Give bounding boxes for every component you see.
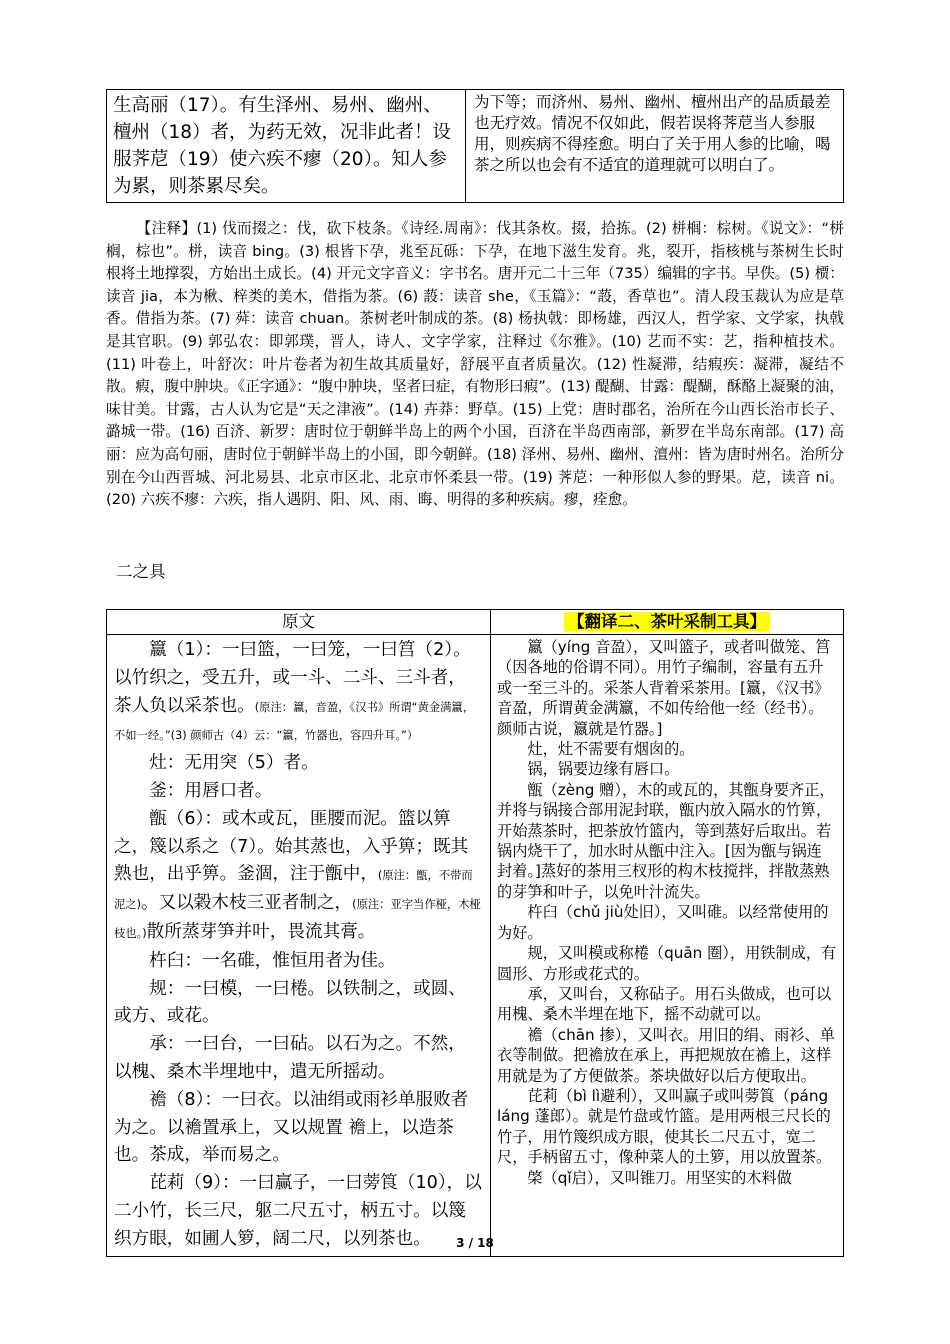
annotations-paragraph: 【注释】(1) 伐而掇之：伐，砍下枝条。《诗经.周南》：伐其条枚。掇，拾拣。(2) 栟榈：棕树。《说文》：“栟榈，棕也”。栟，读音 bing。(3) 根皆下孕，兆至瓦砾：下孕，在地下滋生发育。兆，裂开，指核桃与茶树生长时根将土地撑裂，方始出土成长。(4) 开元文字音义：字书名。唐开元二十三年（735）编辑的字书。早佚。(5) 槚：读音 jia，本为楸、梓类的美木，借指为茶。(6) 蔎：读音 she，《玉篇》：“蔎，香草也”。清人段玉裁认为应是草香。借指为茶。(7) 荈：读音 chuan。茶树老叶制成的茶。(8) 杨执戟：即杨雄，西汉人，哲学家、文学家，执戟是其官职。(9) 郭弘农：即郭璞，晋人，诗人、文字学家，注释过《尔雅》。(10) 艺而不实：艺，指种植技术。(11) 叶卷上，叶舒次：叶片卷者为初生故其质量好，舒展平直者质量次。(12) 性凝滞，结瘕疾：凝滞，凝结不散。瘕，腹中肿块。《正字通》：“腹中肿块，坚者曰症，有物形曰瘕”。(13) 醍醐、甘露：醍醐，酥酪上凝聚的油，味甘美。甘露，古人认为它是“天之津液”。(14) 卉莽：野草。(15) 上党：唐时郡名，治所在今山西长治市长子、潞城一带。(16) 百济、新罗：唐时位于朝鲜半岛上的两个小国，百济在半岛西南部，新罗在半岛东南部。(17) 高丽：应为高句丽，唐时位于朝鲜半岛上的小国，即今朝鲜。(18) 泽州、易州、幽州、澶州：皆为唐时州名。治所分别在今山西晋城、河北易县、北京市区北、北京市怀柔县一带。(19) 荠苨：一种形似人参的野果。苨，读音 ni。(20) 六疾不瘳：六疾，指人遇阴、阳、风、雨、晦、明得的多种疾病。瘳，痊愈。: [106, 220, 844, 509]
paragraph: 襜（chān 掺），又叫衣。用旧的绢、雨衫、单衣等制做。把襜放在承上，再把规放在襜上，这样用就是为了方便做茶。茶块做好以后方便取出。: [497, 1025, 835, 1085]
text: 甑（6）：或木或瓦，匪腰而泥。篮以箅之，篾以系之（7）。始其蒸也，入乎箅；既其熟也，出乎箅。釜涸，注于甑中，: [114, 808, 469, 885]
paragraph: 籝（yíng 音盈），又叫篮子，或者叫做笼、筥（因各地的俗谓不同）。用竹子编制，容量有五升或一至三斗的。采茶人背着采茶用。[籝，《汉书》音盈，所谓黄金满籝，不如传给他一经（经书）。颜师古说，籝就是竹器。]: [497, 638, 831, 738]
paragraph: 芘莉（9）：一曰赢子，一曰蒡筤（10），以二小竹，长三尺，躯二尺五寸，柄五寸。以篾织方眼，如圃人箩，阔二尺，以列茶也。: [114, 1173, 482, 1249]
paragraph: [114, 637, 483, 750]
page-number: 3 / 18: [456, 1236, 494, 1250]
source-note: (原注：籝，音盈，《汉书》所谓“黄金满籝，不如一经。”(3) 颜师古（4）云：“籝，竹器也，容四升耳。”）: [114, 700, 475, 743]
continuation-table: [106, 89, 844, 203]
paragraph: 杵臼（chǔ jiù处旧），又叫碓。以经常使用的为好。: [497, 903, 829, 942]
paragraph: 芘莉（bì lì避利），又叫赢子或叫蒡筤（páng láng 蓬郎）。就是竹盘或竹篮。是用两根三尺长的竹子，用竹篾织成方眼，使其长二尺五寸，宽二尺，手柄留五寸，像种菜人的土箩，用以放置茶。: [497, 1086, 832, 1167]
table-body-row: [107, 635, 844, 1257]
paragraph: 甑（zèng 赠），木的或瓦的，其甑身要齐正，并将与锅接合部用泥封联，甑内放入隔水的竹箅，开始蒸茶时，把茶放竹篮内，等到蒸好后取出。若锅内烧干了，加水时从甑中注入。[因为甑与锅连封着。]蒸好的茶用三杈形的构木枝搅拌，拌散蒸熟的芽笋和叶子，以免叶汁流失。: [497, 780, 835, 901]
paragraph: 灶，灶不需要有烟囱的。: [527, 740, 695, 759]
header-original: [107, 610, 491, 635]
header-translation-label: 【翻译二、茶叶采制工具】: [564, 612, 770, 631]
paragraph: 承：一曰台，一曰砧。以石为之。不然，以槐、桑木半埋地中，遣无所摇动。: [114, 1034, 466, 1082]
paragraph: 规：一曰模，一曰棬。以铁制之，或圆、或方、或花。: [114, 978, 466, 1027]
header-original-label: 原文: [282, 612, 315, 631]
source-note: (原注：亚字当作桠，木桠枝也。): [114, 898, 481, 940]
translation-cell: 为下等；而济州、易州、幽州、檀州出产的品质最差也无疗效。情况不仅如此，假若误将荠苨当人参服用，则疾病不得痊愈。明白了关于用人参的比喻，喝茶之所以也会有不适宜的道理就可以明白了。: [466, 90, 844, 203]
paragraph: 锅，锅要边缘有唇口。: [527, 760, 680, 779]
translation-column: [491, 635, 844, 1257]
paragraph: 棨（qǐ启），又叫锥刀。用坚实的木料做: [527, 1168, 792, 1187]
text: 。又以榖木枝三亚者制之，: [141, 893, 353, 914]
tools-table: [106, 609, 844, 1257]
source-note: (原注：甑，不带而泥之): [114, 869, 473, 912]
paragraph: [114, 806, 483, 948]
original-text-cell: 生高丽（17）。有生泽州、易州、幽州、檀州（18）者，为药无效，况非此者！设服荠苨（19）使六疾不瘳（20）。知人参为累，则茶累尽矣。: [107, 90, 466, 203]
paragraph: 釜：用唇口者。: [149, 780, 273, 801]
paragraph: 规，又叫模或称棬（quān 圈），用铁制成，有圆形、方形或花式的。: [497, 944, 837, 983]
table-header-row: [107, 610, 844, 635]
text: 籝（1）：一曰篮，一曰笼，一曰筥（2）。以竹织之，受五升，或一斗、二斗、三斗者，茶人负以采茶也。: [114, 640, 471, 716]
section-heading: 二之具: [116, 562, 166, 581]
paragraph: 杵臼：一名碓，惟恒用者为佳。: [149, 950, 396, 971]
text: 散所蒸芽笋并叶，畏流其膏。: [146, 921, 376, 942]
header-translation: [491, 610, 844, 635]
table-row: [107, 90, 844, 203]
original-text-column: [107, 635, 491, 1257]
paragraph: 襜（8）：一曰衣。以油绢或雨衫单服败者为之。以襜置承上，又以规置 襜上，以造茶也。茶成，举而易之。: [114, 1089, 469, 1166]
paragraph: 承，又叫台，又称砧子。用石头做成，也可以用槐、桑木半埋在地下，摇不动就可以。: [497, 984, 832, 1024]
paragraph: 灶：无用突（5）者。: [149, 753, 319, 774]
